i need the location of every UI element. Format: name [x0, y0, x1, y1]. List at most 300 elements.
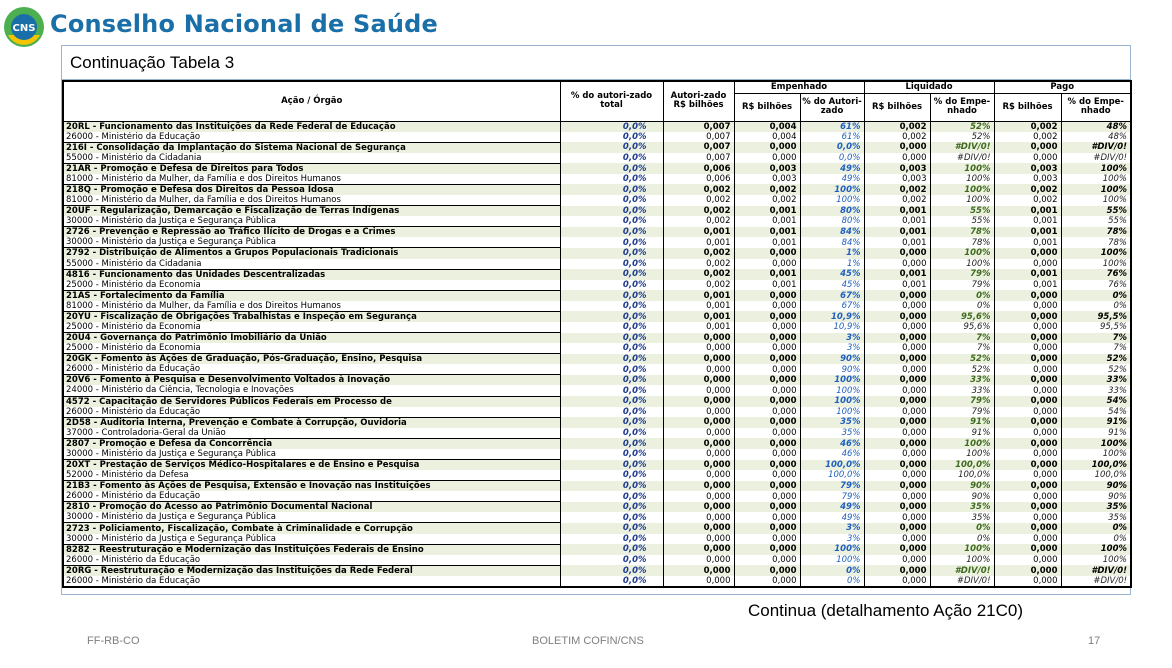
table-body [63, 121, 1131, 587]
header-acao-orgao: Ação / Órgão [63, 81, 560, 121]
table-row-orgao [63, 195, 1131, 206]
cell-empenhado-rs: 0,001 [734, 216, 800, 227]
cell-pago-rs: 0,000 [994, 343, 1061, 354]
cell-liquidado-rs: 0,001 [864, 237, 930, 248]
cell-pago-rs: 0,000 [994, 375, 1061, 386]
cell-acao-orgao: 26000 - Ministério da Educação [63, 491, 560, 502]
cell-liquidado-rs: 0,000 [864, 555, 930, 566]
cell-autorizado: 0,000 [663, 396, 734, 407]
cell-pago-rs: 0,001 [994, 216, 1061, 227]
cell-liquidado-pct: 100,0% [930, 460, 994, 471]
table-row-orgao [63, 470, 1131, 481]
table-row-acao [63, 502, 1131, 513]
cell-liquidado-rs: 0,002 [864, 132, 930, 143]
table-row-orgao [63, 153, 1131, 164]
cell-autorizado: 0,000 [663, 428, 734, 439]
cell-pago-pct: 100% [1061, 259, 1131, 270]
cell-liquidado-pct: 90% [930, 491, 994, 502]
cell-empenhado-rs: 0,000 [734, 311, 800, 322]
cell-liquidado-pct: 100% [930, 544, 994, 555]
cell-liquidado-pct: 100% [930, 259, 994, 270]
cell-liquidado-pct: 100% [930, 438, 994, 449]
cell-pago-pct: 100% [1061, 174, 1131, 185]
cell-autorizado: 0,000 [663, 534, 734, 545]
cell-liquidado-pct: 0% [930, 301, 994, 312]
cell-autorizado: 0,000 [663, 375, 734, 386]
cell-liquidado-pct: #DIV/0! [930, 565, 994, 576]
cell-pct-total: 0,0% [560, 512, 663, 523]
cell-pct-total: 0,0% [560, 311, 663, 322]
cell-liquidado-pct: 95,6% [930, 322, 994, 333]
cell-pago-pct: 7% [1061, 333, 1131, 344]
cell-pct-total: 0,0% [560, 555, 663, 566]
cell-pct-total: 0,0% [560, 206, 663, 217]
cell-empenhado-rs: 0,000 [734, 460, 800, 471]
cell-pago-rs: 0,000 [994, 576, 1061, 587]
cell-pago-pct: 91% [1061, 417, 1131, 428]
cell-pago-pct: 54% [1061, 407, 1131, 418]
cell-pago-rs: 0,000 [994, 301, 1061, 312]
cell-empenhado-rs: 0,000 [734, 333, 800, 344]
cell-autorizado: 0,000 [663, 512, 734, 523]
cell-pago-rs: 0,000 [994, 142, 1061, 153]
cell-pago-pct: 100% [1061, 449, 1131, 460]
cell-liquidado-pct: 100% [930, 248, 994, 259]
table-row-acao [63, 544, 1131, 555]
cns-logo-icon [2, 5, 46, 49]
cell-pago-rs: 0,001 [994, 237, 1061, 248]
cell-pago-rs: 0,000 [994, 555, 1061, 566]
cell-empenhado-pct: 100% [800, 195, 864, 206]
table-row-orgao [63, 174, 1131, 185]
cell-pct-total: 0,0% [560, 523, 663, 534]
cell-empenhado-pct: 46% [800, 438, 864, 449]
cell-pago-pct: 78% [1061, 227, 1131, 238]
cell-liquidado-pct: 52% [930, 132, 994, 143]
cell-empenhado-rs: 0,000 [734, 290, 800, 301]
cell-liquidado-rs: 0,000 [864, 248, 930, 259]
cell-pct-total: 0,0% [560, 428, 663, 439]
cell-empenhado-rs: 0,001 [734, 280, 800, 291]
cell-pct-total: 0,0% [560, 280, 663, 291]
cell-acao-orgao: 30000 - Ministério da Justiça e Segurança Pública [63, 512, 560, 523]
cell-empenhado-rs: 0,000 [734, 375, 800, 386]
cell-empenhado-rs: 0,000 [734, 396, 800, 407]
cell-empenhado-pct: 35% [800, 428, 864, 439]
cell-pago-rs: 0,000 [994, 396, 1061, 407]
cell-empenhado-rs: 0,000 [734, 417, 800, 428]
cell-pago-pct: 0% [1061, 290, 1131, 301]
cell-acao-orgao: 21AS - Fortalecimento da Família [63, 290, 560, 301]
header-liquidado-pct: % do Empe-nhado [930, 93, 994, 121]
cell-pct-total: 0,0% [560, 544, 663, 555]
cell-pct-total: 0,0% [560, 502, 663, 513]
cell-empenhado-rs: 0,000 [734, 555, 800, 566]
cell-pago-pct: 35% [1061, 502, 1131, 513]
cell-autorizado: 0,000 [663, 385, 734, 396]
cell-empenhado-rs: 0,000 [734, 470, 800, 481]
cell-acao-orgao: 81000 - Ministério da Mulher, da Família e dos Direitos Humanos [63, 174, 560, 185]
cell-pago-rs: 0,000 [994, 322, 1061, 333]
cell-acao-orgao: 25000 - Ministério da Economia [63, 280, 560, 291]
cell-autorizado: 0,001 [663, 237, 734, 248]
cell-pct-total: 0,0% [560, 269, 663, 280]
header-liquidado-rs: R$ bilhões [864, 93, 930, 121]
cell-pago-pct: 55% [1061, 206, 1131, 217]
cell-pago-rs: 0,000 [994, 438, 1061, 449]
cell-liquidado-pct: 78% [930, 237, 994, 248]
cell-liquidado-rs: 0,002 [864, 121, 930, 132]
cell-pct-total: 0,0% [560, 385, 663, 396]
cell-empenhado-rs: 0,000 [734, 142, 800, 153]
cell-acao-orgao: 21B3 - Fomento às Ações de Pesquisa, Extensão e Inovação nas Instituições [63, 481, 560, 492]
cell-pago-pct: 91% [1061, 428, 1131, 439]
cell-pago-rs: 0,000 [994, 364, 1061, 375]
cell-liquidado-pct: 52% [930, 121, 994, 132]
cell-liquidado-rs: 0,002 [864, 184, 930, 195]
cell-empenhado-pct: 79% [800, 481, 864, 492]
cell-empenhado-rs: 0,002 [734, 184, 800, 195]
brand-title: Conselho Nacional de Saúde [50, 10, 439, 38]
table-row-orgao [63, 576, 1131, 587]
cell-empenhado-rs: 0,000 [734, 354, 800, 365]
cell-acao-orgao: 20UF - Regularização, Demarcação e Fiscalização de Terras Indígenas [63, 206, 560, 217]
cell-liquidado-pct: 95,6% [930, 311, 994, 322]
table-row-acao [63, 438, 1131, 449]
cell-pago-pct: 78% [1061, 237, 1131, 248]
cell-autorizado: 0,000 [663, 460, 734, 471]
cell-liquidado-pct: 79% [930, 280, 994, 291]
table-row-orgao [63, 259, 1131, 270]
cell-liquidado-rs: 0,000 [864, 481, 930, 492]
cell-pago-pct: 52% [1061, 364, 1131, 375]
cell-empenhado-pct: 35% [800, 417, 864, 428]
cell-liquidado-pct: 79% [930, 407, 994, 418]
cell-pct-total: 0,0% [560, 184, 663, 195]
cell-liquidado-rs: 0,000 [864, 438, 930, 449]
cell-liquidado-rs: 0,000 [864, 290, 930, 301]
cell-empenhado-rs: 0,000 [734, 428, 800, 439]
cell-pago-rs: 0,001 [994, 280, 1061, 291]
cell-liquidado-rs: 0,000 [864, 534, 930, 545]
cell-empenhado-rs: 0,001 [734, 206, 800, 217]
cell-autorizado: 0,002 [663, 269, 734, 280]
table-row-orgao [63, 449, 1131, 460]
cell-empenhado-rs: 0,000 [734, 512, 800, 523]
cell-liquidado-pct: 100% [930, 163, 994, 174]
cell-liquidado-pct: 52% [930, 364, 994, 375]
cell-pct-total: 0,0% [560, 534, 663, 545]
cell-autorizado: 0,000 [663, 438, 734, 449]
header-empenhado-rs: R$ bilhões [734, 93, 800, 121]
cell-empenhado-pct: 100,0% [800, 460, 864, 471]
cell-acao-orgao: 30000 - Ministério da Justiça e Segurança Pública [63, 534, 560, 545]
cell-pago-rs: 0,000 [994, 354, 1061, 365]
cell-empenhado-pct: 100% [800, 407, 864, 418]
cell-empenhado-rs: 0,000 [734, 491, 800, 502]
cell-empenhado-pct: 0,0% [800, 153, 864, 164]
cell-liquidado-pct: 100% [930, 174, 994, 185]
cell-acao-orgao: 2723 - Policiamento, Fiscalização, Combate à Criminalidade e Corrupção [63, 523, 560, 534]
cell-pago-rs: 0,001 [994, 206, 1061, 217]
cell-empenhado-pct: 3% [800, 534, 864, 545]
cell-autorizado: 0,002 [663, 195, 734, 206]
cell-pct-total: 0,0% [560, 174, 663, 185]
cell-pago-rs: 0,000 [994, 565, 1061, 576]
table-row-orgao [63, 237, 1131, 248]
cell-acao-orgao: 55000 - Ministério da Cidadania [63, 259, 560, 270]
cell-empenhado-pct: 49% [800, 512, 864, 523]
table-row-acao [63, 523, 1131, 534]
cell-empenhado-rs: 0,003 [734, 163, 800, 174]
cell-liquidado-rs: 0,000 [864, 491, 930, 502]
cell-acao-orgao: 20U4 - Governança do Patrimônio Imobiliário da União [63, 333, 560, 344]
cell-pago-rs: 0,002 [994, 195, 1061, 206]
cell-autorizado: 0,000 [663, 502, 734, 513]
cell-liquidado-rs: 0,001 [864, 280, 930, 291]
budget-table [62, 80, 1132, 588]
cell-autorizado: 0,000 [663, 470, 734, 481]
cell-autorizado: 0,002 [663, 216, 734, 227]
table-row-orgao [63, 512, 1131, 523]
cell-liquidado-rs: 0,000 [864, 142, 930, 153]
cell-acao-orgao: 216I - Consolidação da Implantação do Sistema Nacional de Segurança [63, 142, 560, 153]
cell-liquidado-rs: 0,000 [864, 333, 930, 344]
cell-autorizado: 0,007 [663, 142, 734, 153]
cell-liquidado-rs: 0,003 [864, 174, 930, 185]
cell-pago-pct: 90% [1061, 491, 1131, 502]
table-row-acao [63, 354, 1131, 365]
cell-autorizado: 0,000 [663, 354, 734, 365]
cell-acao-orgao: 26000 - Ministério da Educação [63, 407, 560, 418]
cell-acao-orgao: 26000 - Ministério da Educação [63, 364, 560, 375]
cell-pago-rs: 0,000 [994, 470, 1061, 481]
cell-pct-total: 0,0% [560, 195, 663, 206]
cell-liquidado-pct: 78% [930, 227, 994, 238]
cell-pct-total: 0,0% [560, 153, 663, 164]
cell-acao-orgao: 81000 - Ministério da Mulher, da Família e dos Direitos Humanos [63, 195, 560, 206]
cell-acao-orgao: 20YU - Fiscalização de Obrigações Trabalhistas e Inspeção em Segurança [63, 311, 560, 322]
cell-pct-total: 0,0% [560, 481, 663, 492]
continua-note: Continua (detalhamento Ação 21C0) [748, 601, 1024, 620]
cell-liquidado-rs: 0,000 [864, 259, 930, 270]
cell-pago-pct: 33% [1061, 375, 1131, 386]
cell-acao-orgao: 25000 - Ministério da Economia [63, 322, 560, 333]
cell-pct-total: 0,0% [560, 343, 663, 354]
header-pct-autorizado-total: % do autori-zado total [560, 81, 663, 121]
cell-pago-pct: 100% [1061, 195, 1131, 206]
cell-pago-pct: 95,5% [1061, 322, 1131, 333]
cell-pago-pct: 100,0% [1061, 460, 1131, 471]
cell-autorizado: 0,000 [663, 555, 734, 566]
page-number: 17 [1088, 635, 1101, 647]
cell-empenhado-pct: 10,9% [800, 322, 864, 333]
cell-pago-pct: 7% [1061, 343, 1131, 354]
cell-empenhado-pct: 84% [800, 227, 864, 238]
cell-empenhado-pct: 0% [800, 576, 864, 587]
cell-empenhado-rs: 0,000 [734, 407, 800, 418]
cell-liquidado-pct: 0% [930, 534, 994, 545]
cell-liquidado-rs: 0,001 [864, 269, 930, 280]
table-row-acao [63, 311, 1131, 322]
cell-pago-pct: 76% [1061, 280, 1131, 291]
cell-empenhado-pct: 10,9% [800, 311, 864, 322]
cell-empenhado-rs: 0,000 [734, 449, 800, 460]
cell-acao-orgao: 20V6 - Fomento à Pesquisa e Desenvolvimento Voltados à Inovação [63, 375, 560, 386]
cell-empenhado-pct: 100,0% [800, 470, 864, 481]
cell-liquidado-rs: 0,000 [864, 523, 930, 534]
cell-liquidado-pct: 7% [930, 343, 994, 354]
cell-acao-orgao: 2792 - Distribuição de Alimentos a Grupos Populacionais Tradicionais [63, 248, 560, 259]
cell-pago-rs: 0,002 [994, 132, 1061, 143]
cell-acao-orgao: 20XT - Prestação de Serviços Médico-Hospitalares e de Ensino e Pesquisa [63, 460, 560, 471]
cell-acao-orgao: 30000 - Ministério da Justiça e Segurança Pública [63, 237, 560, 248]
cell-autorizado: 0,000 [663, 523, 734, 534]
table-row-acao [63, 417, 1131, 428]
cell-liquidado-pct: 79% [930, 269, 994, 280]
cell-pago-rs: 0,002 [994, 121, 1061, 132]
cell-empenhado-pct: 80% [800, 216, 864, 227]
cell-liquidado-rs: 0,000 [864, 322, 930, 333]
cell-pago-rs: 0,003 [994, 174, 1061, 185]
footer-left: FF-RB-CO [87, 635, 140, 647]
cell-autorizado: 0,000 [663, 417, 734, 428]
cell-pct-total: 0,0% [560, 417, 663, 428]
cell-empenhado-pct: 46% [800, 449, 864, 460]
cell-pago-rs: 0,000 [994, 311, 1061, 322]
cell-empenhado-pct: 49% [800, 174, 864, 185]
cell-empenhado-rs: 0,000 [734, 438, 800, 449]
cell-empenhado-pct: 67% [800, 290, 864, 301]
cell-pct-total: 0,0% [560, 470, 663, 481]
cell-empenhado-rs: 0,004 [734, 121, 800, 132]
cell-pago-rs: 0,000 [994, 259, 1061, 270]
cell-pago-rs: 0,003 [994, 163, 1061, 174]
cell-pct-total: 0,0% [560, 491, 663, 502]
cell-autorizado: 0,007 [663, 153, 734, 164]
cell-liquidado-rs: 0,000 [864, 364, 930, 375]
cell-pago-rs: 0,000 [994, 248, 1061, 259]
cell-empenhado-pct: 0,0% [800, 142, 864, 153]
cell-pago-rs: 0,000 [994, 385, 1061, 396]
cell-liquidado-rs: 0,000 [864, 354, 930, 365]
cell-pago-pct: #DIV/0! [1061, 153, 1131, 164]
cell-pago-pct: 100% [1061, 184, 1131, 195]
cell-acao-orgao: 25000 - Ministério da Economia [63, 343, 560, 354]
cell-pct-total: 0,0% [560, 259, 663, 270]
cell-acao-orgao: 21AR - Promoção e Defesa de Direitos para Todos [63, 163, 560, 174]
cell-pago-pct: 100% [1061, 248, 1131, 259]
cell-pago-pct: #DIV/0! [1061, 576, 1131, 587]
header-liquidado: Liquidado [864, 81, 994, 93]
cell-pago-rs: 0,000 [994, 544, 1061, 555]
cell-acao-orgao: 20GK - Fomento às Ações de Graduação, Pós-Graduação, Ensino, Pesquisa [63, 354, 560, 365]
cell-liquidado-pct: 100% [930, 555, 994, 566]
cell-liquidado-rs: 0,000 [864, 502, 930, 513]
cell-autorizado: 0,000 [663, 343, 734, 354]
cell-empenhado-rs: 0,001 [734, 269, 800, 280]
cell-liquidado-rs: 0,001 [864, 216, 930, 227]
table-row-acao [63, 290, 1131, 301]
table-row-acao [63, 206, 1131, 217]
cell-autorizado: 0,000 [663, 565, 734, 576]
cell-liquidado-rs: 0,000 [864, 417, 930, 428]
table-row-orgao [63, 534, 1131, 545]
cell-autorizado: 0,001 [663, 301, 734, 312]
cell-empenhado-pct: 45% [800, 269, 864, 280]
cell-liquidado-pct: 100,0% [930, 470, 994, 481]
cell-pago-rs: 0,001 [994, 227, 1061, 238]
cell-empenhado-rs: 0,000 [734, 259, 800, 270]
cell-empenhado-pct: 61% [800, 132, 864, 143]
cell-pago-rs: 0,000 [994, 428, 1061, 439]
cell-liquidado-rs: 0,001 [864, 206, 930, 217]
cell-liquidado-pct: 35% [930, 512, 994, 523]
cell-empenhado-pct: 100% [800, 544, 864, 555]
cell-liquidado-rs: 0,000 [864, 449, 930, 460]
cell-liquidado-rs: 0,000 [864, 311, 930, 322]
cell-empenhado-pct: 84% [800, 237, 864, 248]
cell-acao-orgao: 4816 - Funcionamento das Unidades Descentralizadas [63, 269, 560, 280]
cell-liquidado-rs: 0,000 [864, 385, 930, 396]
table-row-orgao [63, 407, 1131, 418]
cell-autorizado: 0,000 [663, 333, 734, 344]
cell-pago-pct: 0% [1061, 534, 1131, 545]
cell-liquidado-pct: 55% [930, 216, 994, 227]
cell-pct-total: 0,0% [560, 576, 663, 587]
cell-empenhado-pct: 100% [800, 396, 864, 407]
cell-liquidado-pct: 100% [930, 195, 994, 206]
cell-pago-rs: 0,000 [994, 491, 1061, 502]
cell-pct-total: 0,0% [560, 227, 663, 238]
cell-empenhado-rs: 0,001 [734, 227, 800, 238]
cell-liquidado-pct: 91% [930, 428, 994, 439]
cell-empenhado-rs: 0,000 [734, 364, 800, 375]
cell-pago-pct: 100% [1061, 555, 1131, 566]
table-row-orgao [63, 385, 1131, 396]
cell-pct-total: 0,0% [560, 301, 663, 312]
table-row-orgao [63, 555, 1131, 566]
cell-pago-rs: 0,000 [994, 417, 1061, 428]
cell-empenhado-pct: 90% [800, 364, 864, 375]
cell-liquidado-rs: 0,002 [864, 195, 930, 206]
cell-liquidado-pct: 52% [930, 354, 994, 365]
cell-empenhado-pct: 100% [800, 555, 864, 566]
cell-pago-rs: 0,000 [994, 449, 1061, 460]
cell-acao-orgao: 2807 - Promoção e Defesa da Concorrência [63, 438, 560, 449]
cell-empenhado-rs: 0,000 [734, 385, 800, 396]
cell-acao-orgao: 2D58 - Auditoria Interna, Prevenção e Combate à Corrupção, Ouvidoria [63, 417, 560, 428]
header-pago: Pago [994, 81, 1131, 93]
table-row-acao [63, 184, 1131, 195]
cell-autorizado: 0,001 [663, 227, 734, 238]
cell-empenhado-rs: 0,000 [734, 343, 800, 354]
cell-empenhado-pct: 90% [800, 354, 864, 365]
header-pago-pct: % do Empe-nhado [1061, 93, 1131, 121]
cell-autorizado: 0,002 [663, 259, 734, 270]
cell-liquidado-pct: 33% [930, 385, 994, 396]
cell-pago-pct: 48% [1061, 121, 1131, 132]
cell-pct-total: 0,0% [560, 163, 663, 174]
cell-empenhado-pct: 100% [800, 375, 864, 386]
cell-pago-pct: 54% [1061, 396, 1131, 407]
cell-pago-pct: 90% [1061, 481, 1131, 492]
cell-liquidado-rs: 0,000 [864, 396, 930, 407]
cell-pago-pct: 0% [1061, 523, 1131, 534]
cell-autorizado: 0,002 [663, 248, 734, 259]
cell-liquidado-pct: 7% [930, 333, 994, 344]
cell-empenhado-rs: 0,000 [734, 301, 800, 312]
